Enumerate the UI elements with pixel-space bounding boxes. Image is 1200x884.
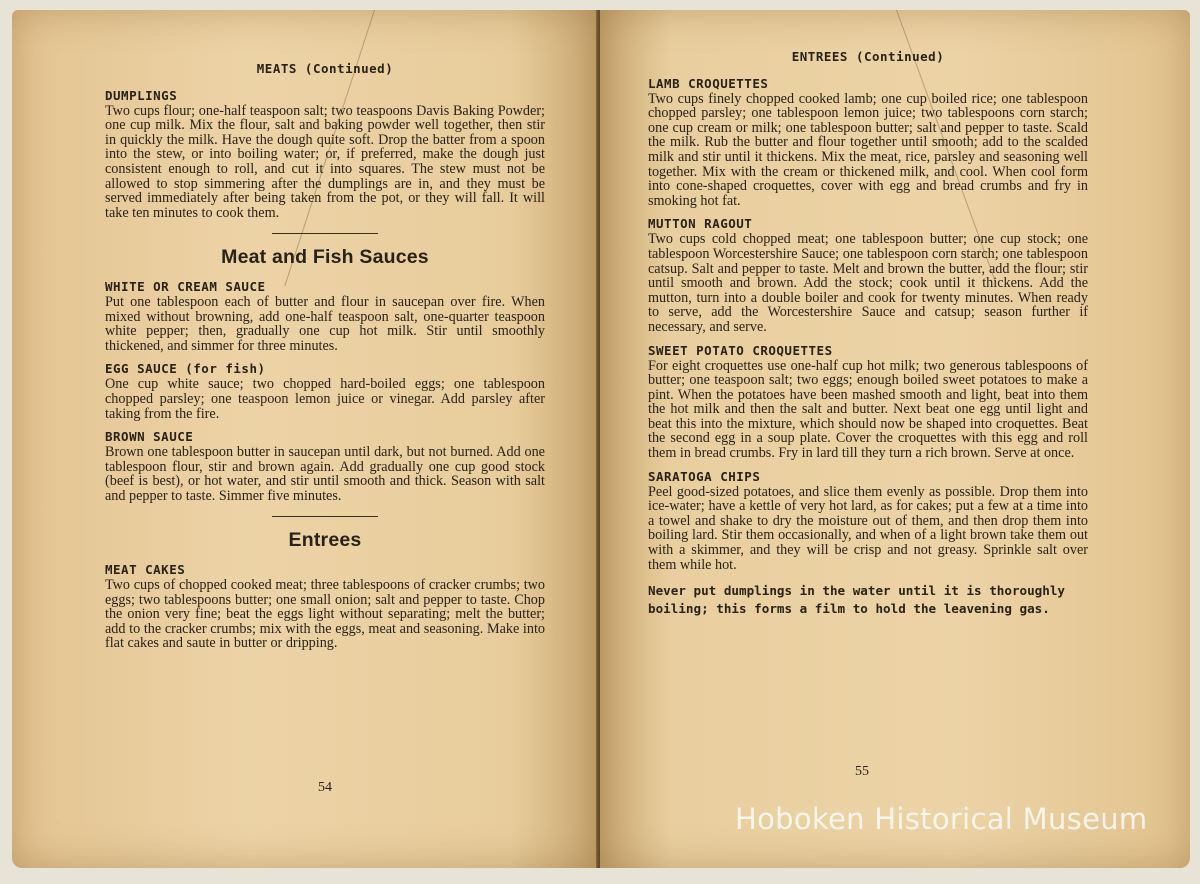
- recipe-text-dumplings: Two cups flour; one-half teaspoon salt; two teaspoons Davis Baking Powder; one cup milk. Mix the flour, salt and baking powder well together, then stir in quickly the milk. Have the dough quite soft. Drop the batter from a spoon into the stew, or into boiling water; or, if preferred, make the dough just consistent enough to roll, and cut it into squares. The stew must not be allowed to stop simmering after the dumplings are in, and they must be served immediately after being taken from the pot, or they will fall. It will take ten minutes to cook them.: [105, 102, 545, 221]
- recipe-text-saratoga-chips: Peel good-sized potatoes, and slice them evenly as possible. Drop them into ice-water; have a kettle of very hot lard, as for cakes; put a few at a time into a towel and shake to dry the moisture out of them, and then drop them into boiling lard. Stir them occasionally, and when of a light brown take them out with a skimmer, and they will be crisp and not greasy. Sprinkle salt over them while hot.: [648, 483, 1088, 573]
- section-divider: [272, 516, 378, 517]
- recipe-text-egg-sauce: One cup white sauce; two chopped hard-boiled eggs; one tablespoon chopped parsley; one teaspoon lemon juice or vinegar. Add parsley after taking from the fire.: [105, 376, 545, 422]
- recipe-heading-saratoga-chips: SARATOGA CHIPS: [648, 468, 761, 484]
- recipe-text-white-sauce: Put one tablespoon each of butter and flour in saucepan over fire. When mixed without browning, add one-half teaspoon salt, one-quarter teaspoon white pepper; then, gradually one cup hot milk. Stir until smoothly thickened, and simmer for three minutes.: [105, 293, 545, 354]
- running-head: MEATS (Continued): [256, 61, 394, 76]
- recipe-heading-lamb-croquettes: LAMB CROQUETTES: [648, 75, 769, 91]
- left-page: [12, 10, 598, 868]
- recipe-heading-egg-sauce: EGG SAUCE (for fish): [105, 361, 266, 377]
- right-page-content: [648, 50, 1088, 618]
- page-number: 55: [855, 764, 869, 779]
- recipe-text-sweet-potato-croquettes: For eight croquettes use one-half cup hot milk; two generous tablespoons of butter; one teaspoon salt; two eggs; enough boiled sweet potatoes to make a pint. When the potatoes have been mashed smooth and light, beat into them the hot milk and then the salt and butter. Next beat one egg until light and beat this into the mixture, which should now be shaped into croquettes. Beat the second egg in a soup plate. Cover the croquettes with this egg and roll them in bread crumbs. Fry in lard till they turn a rich brown. Serve at once.: [648, 357, 1088, 462]
- recipe-heading-sweet-potato-croquettes: SWEET POTATO CROQUETTES: [648, 342, 833, 358]
- running-head: ENTREES (Continued): [791, 49, 945, 64]
- left-page-content: [105, 62, 545, 659]
- right-page: [600, 10, 1190, 868]
- recipe-heading-mutton-ragout: MUTTON RAGOUT: [648, 216, 753, 232]
- recipe-text-lamb-croquettes: Two cups finely chopped cooked lamb; one cup boiled rice; one tablespoon chopped parsley; one tablespoon lemon juice; two tablespoons corn starch; one cup cream or milk; one tablespoon butter; salt and pepper to taste. Scald the milk. Rub the butter and flour together until smooth; add to the scalded milk and stir until it thickens. Mix the meat, rice, parsley and seasoning well together. Mix with the cream or thickened milk, and cool. When cool form into cone-shaped croquettes, cover with egg and bread crumbs and fry in smoking hot fat.: [648, 90, 1088, 209]
- recipe-text-brown-sauce: Brown one tablespoon butter in saucepan until dark, but not burned. Add one tablespoon flour, stir and brown again. Add gradually one cup good stock (beef is best), or hot water, and stir until smooth and thick. Season with salt and pepper to taste. Simmer five minutes.: [105, 444, 545, 504]
- recipe-heading-meat-cakes: MEAT CAKES: [105, 562, 186, 578]
- recipe-text-mutton-ragout: Two cups cold chopped meat; one tablespoon butter; one cup stock; one tablespoon Worcestershire Sauce; one tablespoon corn starch; one tablespoon catsup. Salt and pepper to taste. Melt and brown the butter, add the flour; stir until smooth and brown. Add the stock; cook until it thickens. Add the mutton, turn into a double boiler and cook for twenty minutes. When ready to serve, add the Worcestershire Sauce and catsup; season further if necessary, and serve.: [648, 231, 1088, 335]
- recipe-text-meat-cakes: Two cups of chopped cooked meat; three tablespoons of cracker crumbs; two eggs; two tablespoons butter; one small onion; salt and pepper to taste. Chop the onion very fine; beat the eggs light without separating; melt the butter; add to the cracker crumbs; mix with the eggs, meat and seasoning. Make into flat cakes and saute in butter or dripping.: [105, 577, 545, 652]
- museum-watermark: Hoboken Historical Museum: [735, 802, 1148, 836]
- section-title-entrees: Entrees: [288, 529, 362, 552]
- section-title-meat-and-fish-sauces: Meat and Fish Sauces: [221, 246, 429, 269]
- recipe-heading-brown-sauce: BROWN SAUCE: [105, 429, 194, 445]
- page-number: 54: [318, 780, 332, 795]
- recipe-heading-dumplings: DUMPLINGS: [105, 87, 178, 103]
- dumplings-tip-note: Never put dumplings in the water until it is thoroughly boiling; this forms a film to hold the leavening gas.: [648, 583, 1066, 617]
- section-divider: [272, 233, 378, 234]
- recipe-heading-white-sauce: WHITE OR CREAM SAUCE: [105, 278, 266, 294]
